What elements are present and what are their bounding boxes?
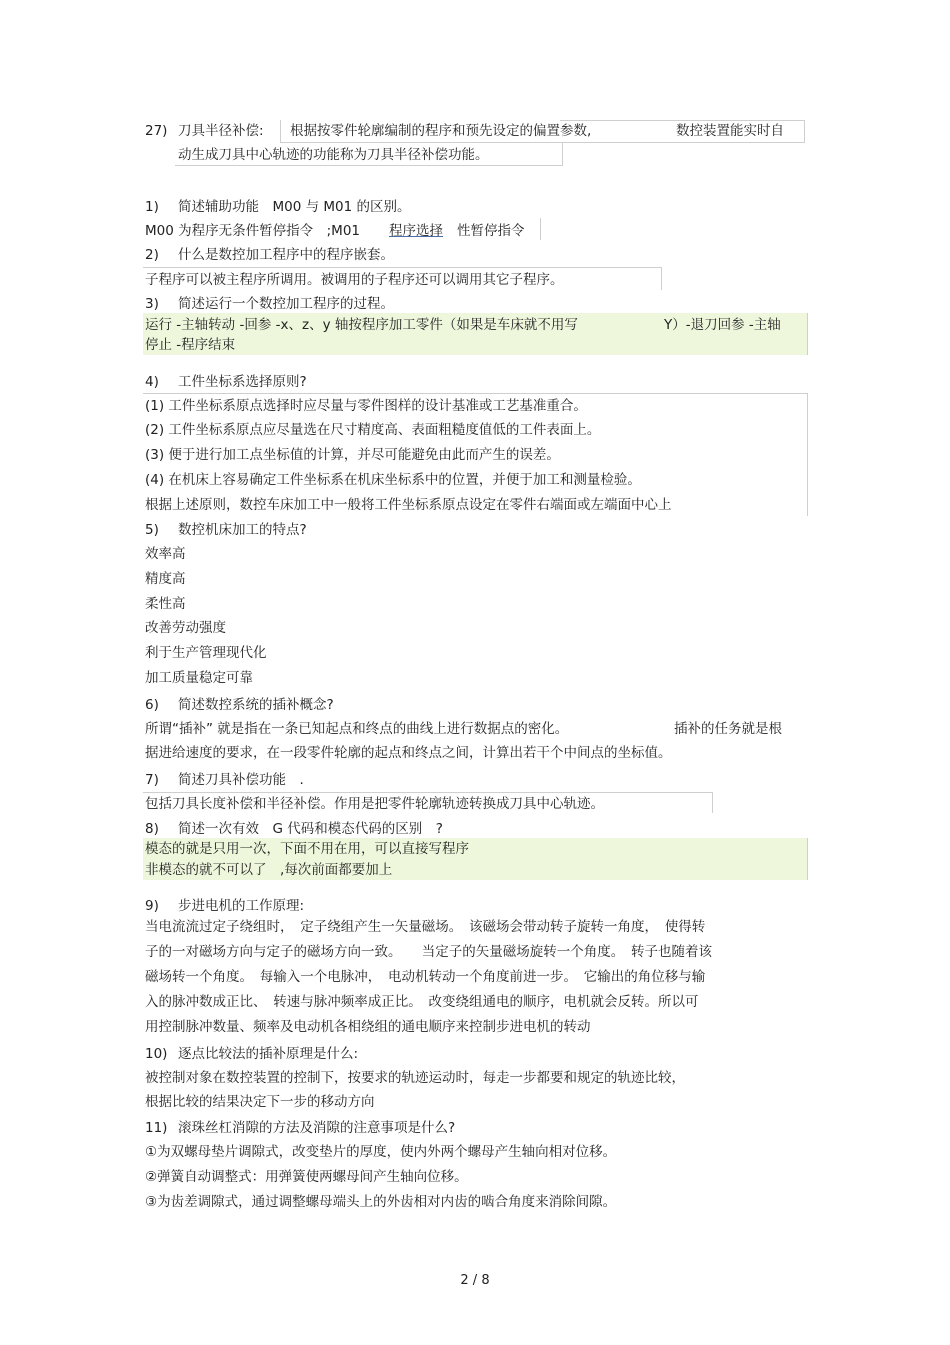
answer-line: 根据比较的结果决定下一步的移动方向: [145, 1094, 375, 1110]
answer-text: 性暂停指令: [457, 223, 525, 239]
answer-line: 被控制对象在数控装置的控制下，按要求的轨迹运动时，每走一步都要和规定的轨迹比较，: [145, 1070, 685, 1086]
list-item: 加工质量稳定可靠: [145, 670, 253, 686]
answer-text: 程序选择: [389, 223, 443, 239]
answer-line: ②弹簧自动调整式：用弹簧使两螺母间产生轴向位移。: [145, 1169, 468, 1185]
page-number: 2 / 8: [460, 1273, 490, 1288]
answer-text: 模态的就是只用一次，下面不用在用，可以直接写程序: [145, 841, 469, 857]
definition-text: 根据按零件轮廓编制的程序和预先设定的偏置参数,: [290, 123, 592, 139]
question-number: 8): [145, 821, 159, 837]
question-number: 4): [145, 374, 159, 390]
answer-line: (3) 便于进行加工点坐标值的计算，并尽可能避免由此而产生的误差。: [145, 447, 560, 463]
question-number: 3): [145, 296, 159, 312]
question-text: 逐点比较法的插补原理是什么:: [178, 1046, 359, 1062]
question-text: 滚珠丝杠消隙的方法及消隙的注意事项是什么?: [178, 1120, 456, 1136]
question-text: 步进电机的工作原理:: [178, 898, 305, 914]
question-number: 2): [145, 247, 159, 263]
answer-text: 运行 -主轴转动 -回参 -x、z、y 轴按程序加工零件（如果是车床就不用写: [145, 317, 578, 333]
question-text: 简述运行一个数控加工程序的过程。: [178, 296, 394, 312]
answer-line: 根据上述原则，数控车床加工中一般将工件坐标系原点设定在零件右端面或左端面中心上: [145, 497, 672, 513]
term-label: 刀具半径补偿:: [178, 123, 264, 139]
answer-text: M00 为程序无条件暂停指令 ;M01: [145, 223, 360, 239]
question-number: 10): [145, 1046, 168, 1062]
question-text: 什么是数控加工程序中的程序嵌套。: [178, 247, 394, 263]
answer-text: 包括刀具长度补偿和半径补偿。作用是把零件轮廓轨迹转换成刀具中心轨迹。: [145, 796, 604, 812]
question-text: 数控机床加工的特点?: [178, 522, 307, 538]
answer-text: 所谓“插补” 就是指在一条已知起点和终点的曲线上进行数据点的密化。: [145, 721, 569, 737]
question-text: 简述数控系统的插补概念?: [178, 697, 334, 713]
question-number: 7): [145, 772, 159, 788]
list-item: 利于生产管理现代化: [145, 645, 267, 661]
answer-text: 停止 -程序结束: [145, 337, 236, 353]
answer-line: 入的脉冲数成正比、 转速与脉冲频率成正比。 改变绕组通电的顺序，电机就会反转。所以可: [145, 994, 699, 1010]
question-number: 11): [145, 1120, 168, 1136]
question-text: 简述一次有效 G 代码和模态代码的区别 ?: [178, 821, 443, 837]
question-text: 简述辅助功能 M00 与 M01 的区别。: [178, 199, 411, 215]
list-item: 精度高: [145, 571, 186, 587]
answer-line: ③为齿差调隙式，通过调整螺母端头上的外齿相对内齿的啮合角度来消除间隙。: [145, 1194, 617, 1210]
answer-line: (1) 工件坐标系原点选择时应尽量与零件图样的设计基准或工艺基准重合。: [145, 398, 587, 414]
answer-line: (2) 工件坐标系原点应尽量选在尺寸精度高、表面粗糙度值低的工件表面上。: [145, 422, 601, 438]
definition-text: 数控装置能实时自: [676, 123, 784, 139]
answer-text: 据进给速度的要求，在一段零件轮廓的起点和终点之间，计算出若干个中间点的坐标值。: [145, 745, 672, 761]
answer-line: 用控制脉冲数量、频率及电动机各相绕组的通电顺序来控制步进电机的转动: [145, 1019, 591, 1035]
answer-line: 磁场转一个角度。 每输入一个电脉冲， 电动机转动一个角度前进一步。 它输出的角位移与输: [145, 969, 706, 985]
question-number: 1): [145, 199, 159, 215]
answer-text: 子程序可以被主程序所调用。被调用的子程序还可以调用其它子程序。: [145, 272, 564, 288]
question-text: 简述刀具补偿功能 .: [178, 772, 304, 788]
question-text: 工件坐标系选择原则?: [178, 374, 307, 390]
question-number: 6): [145, 697, 159, 713]
answer-line: 当电流流过定子绕组时， 定子绕组产生一矢量磁场。 该磁场会带动转子旋转一角度， 使得转: [145, 919, 706, 935]
answer-text: Y）-退刀回参 -主轴: [664, 317, 781, 333]
list-item: 效率高: [145, 546, 186, 562]
answer-line: (4) 在机床上容易确定工件坐标系在机床坐标系中的位置，并便于加工和测量检验。: [145, 472, 641, 488]
question-number: 9): [145, 898, 159, 914]
list-item: 改善劳动强度: [145, 620, 226, 636]
definition-text: 动生成刀具中心轨迹的功能称为刀具半径补偿功能。: [178, 147, 489, 163]
answer-line: 子的一对磁场方向与定子的磁场方向一致。 当定子的矢量磁场旋转一个角度。 转子也随着该: [145, 944, 712, 960]
question-number: 27): [145, 123, 168, 139]
answer-text: 插补的任务就是根: [674, 721, 782, 737]
answer-line: ①为双螺母垫片调隙式，改变垫片的厚度，使内外两个螺母产生轴向相对位移。: [145, 1144, 617, 1160]
question-number: 5): [145, 522, 159, 538]
answer-text: 非模态的就不可以了 ,每次前面都要加上: [145, 862, 393, 878]
list-item: 柔性高: [145, 596, 186, 612]
